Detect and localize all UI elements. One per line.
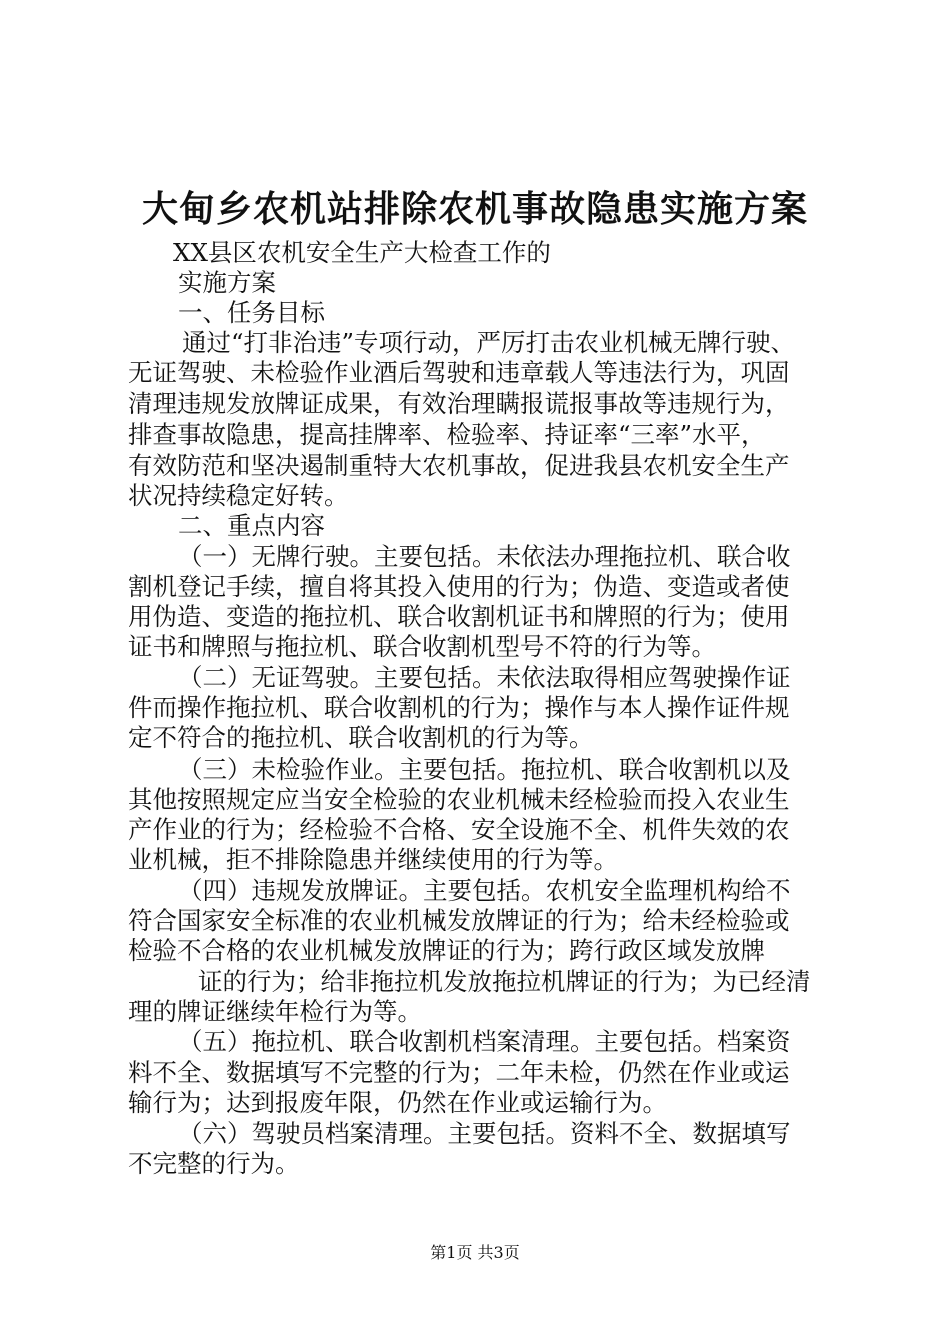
text-line: 用伪造、变造的拖拉机、联合收割机证书和牌照的行为；使用 <box>128 602 790 631</box>
text-line: 状况持续稳定好转。 <box>128 481 349 510</box>
text-line: （五）拖拉机、联合收割机档案清理。主要包括。档案资 <box>178 1027 791 1056</box>
text-line: （二）无证驾驶。主要包括。未依法取得相应驾驶操作证 <box>178 663 791 692</box>
text-line: 定不符合的拖拉机、联合收割机的行为等。 <box>128 723 594 752</box>
text-line: 有效防范和坚决遏制重特大农机事故，促进我县农机安全生产 <box>128 451 790 480</box>
text-line: 无证驾驶、未检验作业酒后驾驶和违章载人等违法行为，巩固 <box>128 358 790 387</box>
text-line: 排查事故隐患，提高挂牌率、检验率、持证率“三率”水平， <box>128 420 766 449</box>
text-line: （三）未检验作业。主要包括。拖拉机、联合收割机以及 <box>178 755 791 784</box>
text-line: （四）违规发放牌证。主要包括。农机安全监理机构给不 <box>178 876 791 905</box>
text-line: 理的牌证继续年检行为等。 <box>128 997 422 1026</box>
text-line: 割机登记手续，擅自将其投入使用的行为；伪造、变造或者使 <box>128 572 790 601</box>
text-line: XX县区农机安全生产大检查工作的 <box>173 238 551 267</box>
text-line: 不完整的行为。 <box>128 1149 300 1178</box>
text-line: （一）无牌行驶。主要包括。未依法办理拖拉机、联合收 <box>178 542 791 571</box>
text-line: 符合国家安全标准的农业机械发放牌证的行为；给未经检验或 <box>128 906 790 935</box>
text-line: 通过“打非治违”专项行动，严厉打击农业机械无牌行驶、 <box>182 328 796 357</box>
text-line: （六）驾驶员档案清理。主要包括。资料不全、数据填写 <box>178 1119 791 1148</box>
text-line: 产作业的行为；经检验不合格、安全设施不全、机件失效的农 <box>128 815 790 844</box>
page-footer: 第1页 共3页 <box>430 1243 520 1262</box>
text-line: 料不全、数据填写不完整的行为；二年未检，仍然在作业或运 <box>128 1058 790 1087</box>
text-line: 业机械，拒不排除隐患并继续使用的行为等。 <box>128 845 618 874</box>
text-line: 证书和牌照与拖拉机、联合收割机型号不符的行为等。 <box>128 632 716 661</box>
text-line: 输行为；达到报废年限，仍然在作业或运输行为。 <box>128 1088 667 1117</box>
section-heading: 二、重点内容 <box>178 511 325 540</box>
text-line: 实施方案 <box>178 268 276 297</box>
text-line: 清理违规发放牌证成果，有效治理瞒报谎报事故等违规行为， <box>128 389 790 418</box>
text-line: 其他按照规定应当安全检验的农业机械未经检验而投入农业生 <box>128 785 790 814</box>
text-line: 证的行为；给非拖拉机发放拖拉机牌证的行为；为已经清 <box>198 967 811 996</box>
text-line: 件而操作拖拉机、联合收割机的行为；操作与本人操作证件规 <box>128 693 790 722</box>
document-title: 大甸乡农机站排除农机事故隐患实施方案 <box>141 188 808 230</box>
section-heading: 一、任务目标 <box>178 298 325 327</box>
text-line: 检验不合格的农业机械发放牌证的行为；跨行政区域发放牌 <box>128 936 765 965</box>
